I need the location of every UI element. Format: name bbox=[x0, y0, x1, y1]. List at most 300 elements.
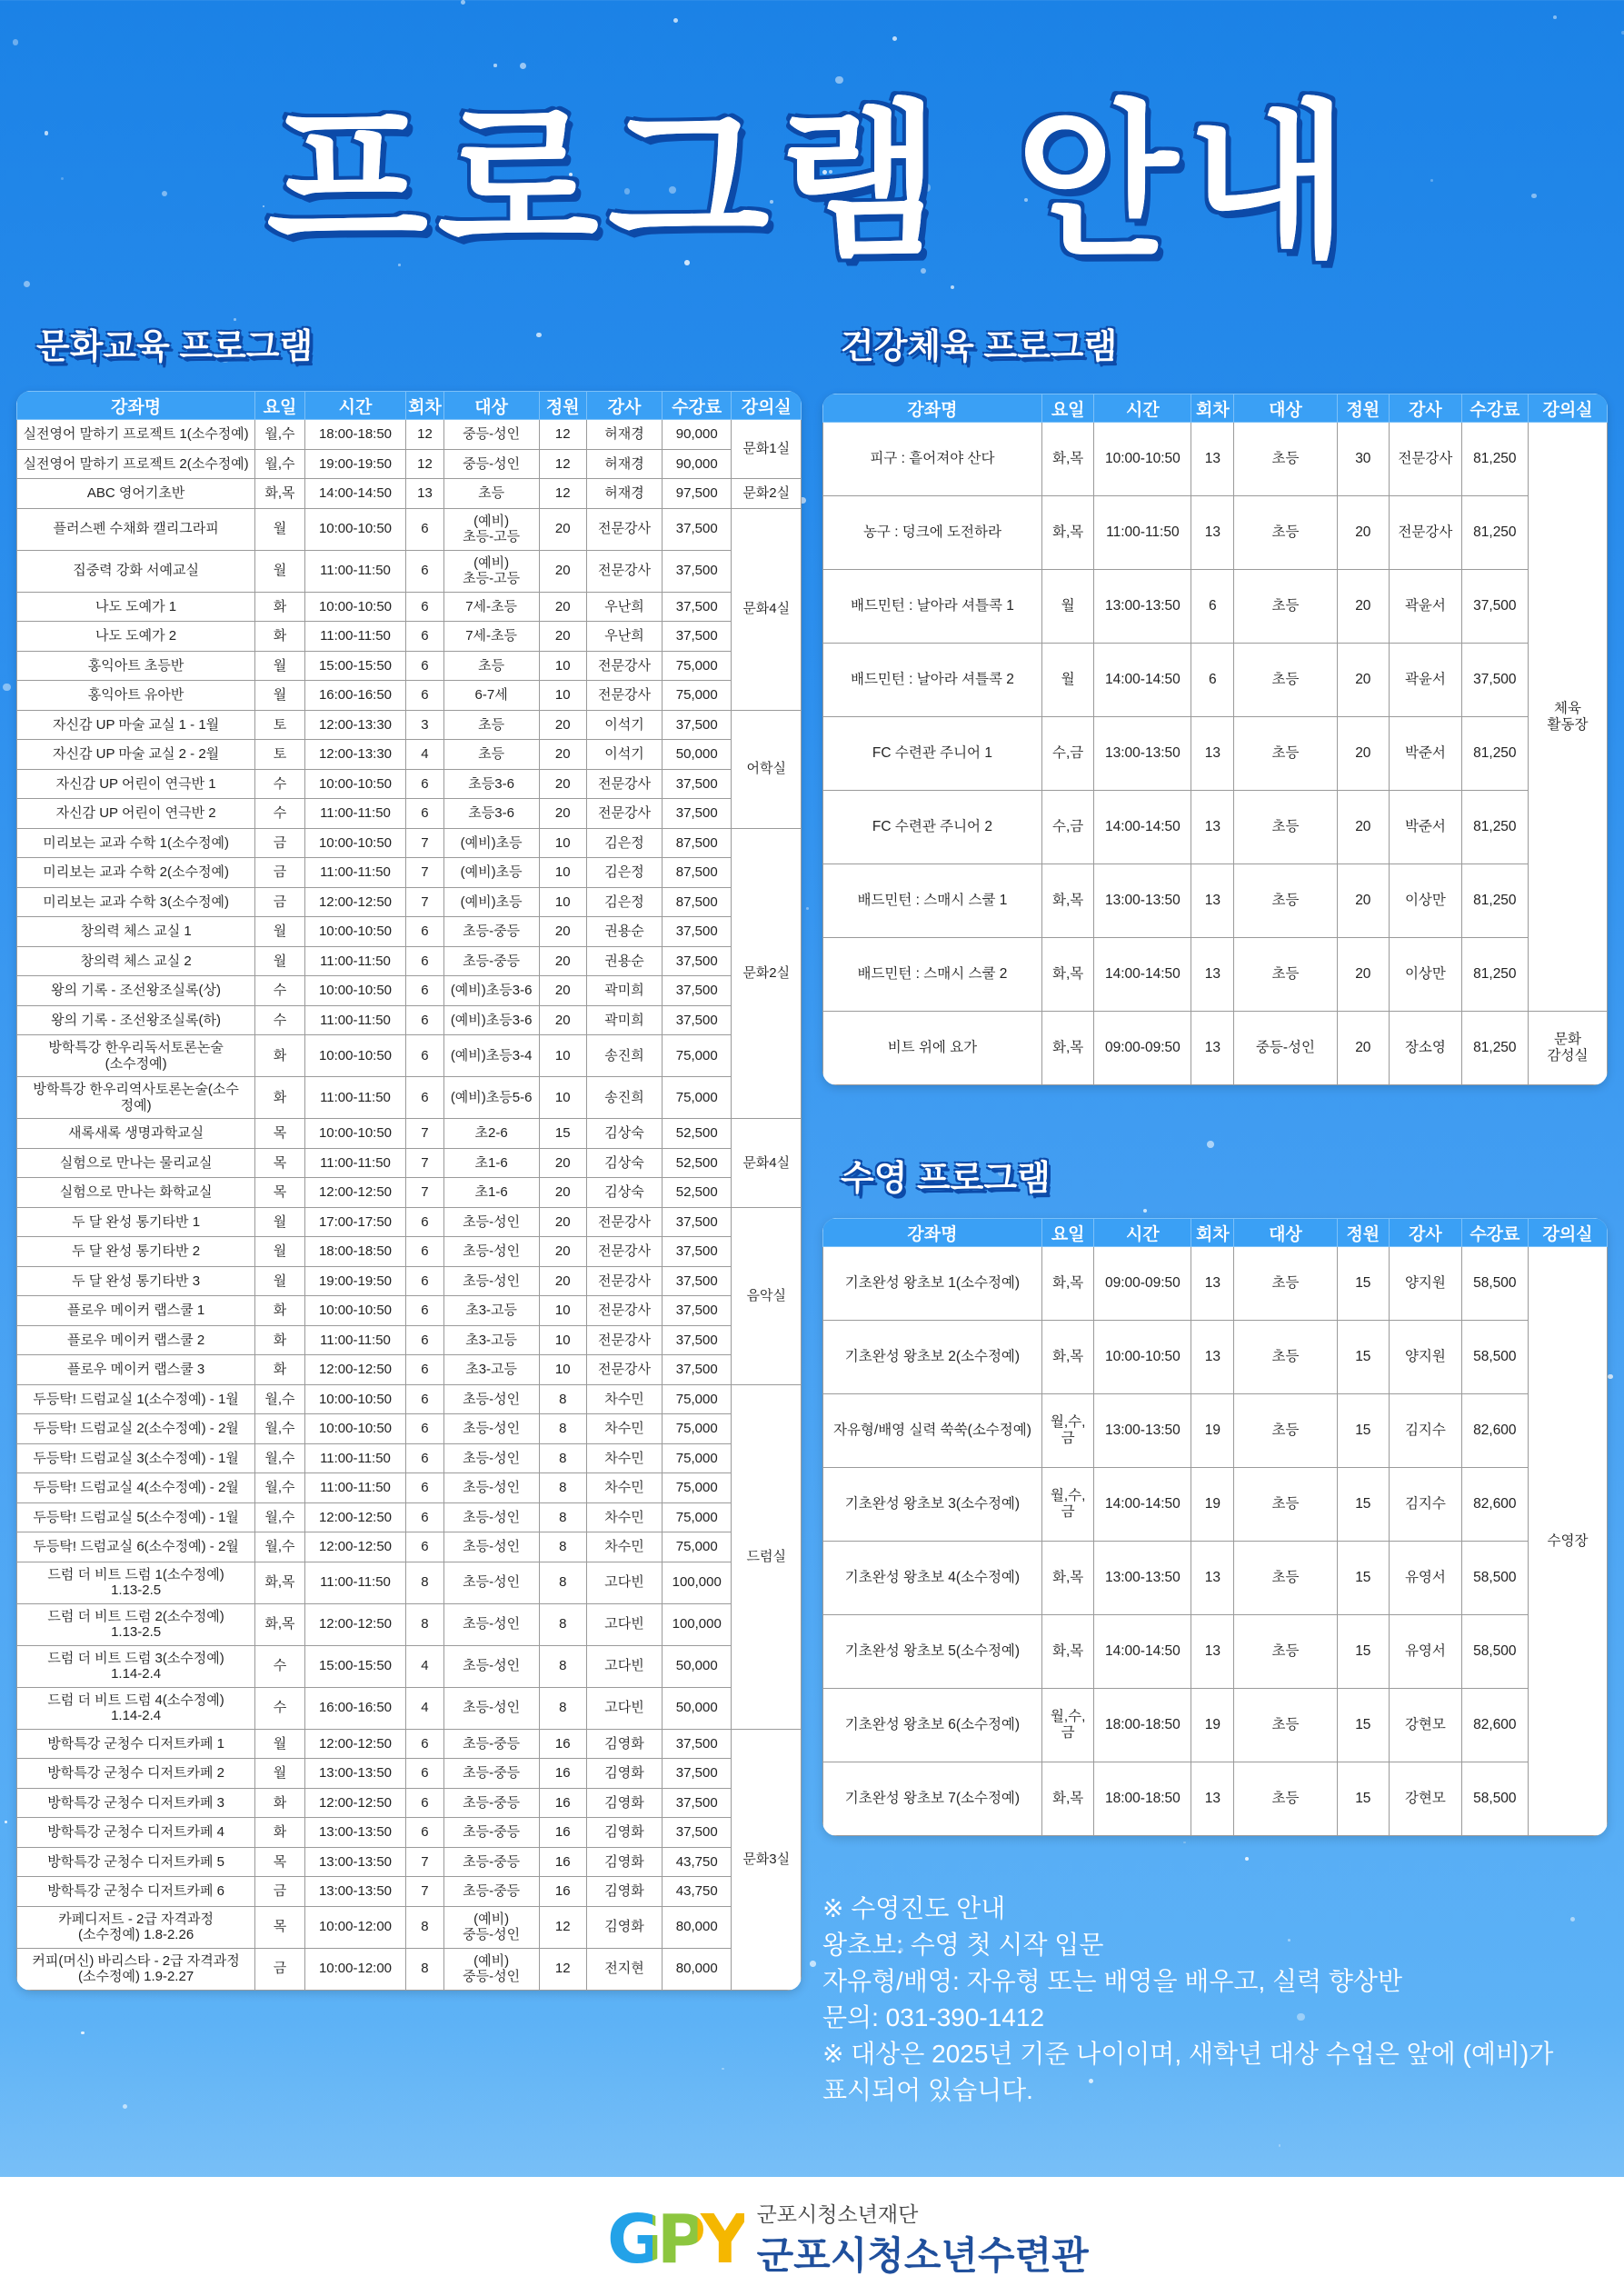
table-cell: 초등3-6 bbox=[443, 799, 539, 829]
table-cell: 허재경 bbox=[586, 420, 662, 450]
table-cell: 고다빈 bbox=[586, 1645, 662, 1687]
table-cell: 김은정 bbox=[586, 828, 662, 858]
table-cell: 기초완성 왕초보 6(소수정예) bbox=[823, 1689, 1042, 1762]
snowflake bbox=[1207, 1141, 1214, 1148]
table-row bbox=[17, 1729, 802, 1759]
table-cell: 초등 bbox=[1234, 570, 1337, 644]
table-cell: 6 bbox=[406, 1077, 444, 1119]
table-cell: 75,000 bbox=[663, 1502, 732, 1532]
table-cell: 37,500 bbox=[663, 1818, 732, 1848]
table-cell: 20 bbox=[539, 622, 586, 652]
table-cell: 12:00-12:50 bbox=[304, 1178, 405, 1208]
table-cell: 100,000 bbox=[663, 1603, 732, 1645]
table-cell: 15 bbox=[1337, 1542, 1390, 1615]
table-cell: 15 bbox=[1337, 1468, 1390, 1542]
table-cell: 10:00-10:50 bbox=[304, 976, 405, 1006]
table-cell: 초등-성인 bbox=[443, 1502, 539, 1532]
table-cell: 목 bbox=[255, 1847, 305, 1877]
table-cell: 강현모 bbox=[1390, 1689, 1462, 1762]
snowflake bbox=[5, 1821, 7, 1823]
table-cell: 37,500 bbox=[663, 1266, 732, 1296]
table-row bbox=[17, 1355, 802, 1385]
table-cell: 허재경 bbox=[586, 479, 662, 509]
column-header: 대상 bbox=[443, 392, 539, 420]
table-cell: 81,250 bbox=[1461, 864, 1528, 938]
table-cell: 이상만 bbox=[1390, 864, 1462, 938]
table-cell: 09:00-09:50 bbox=[1094, 1012, 1191, 1085]
table-cell: 6 bbox=[406, 946, 444, 976]
table-cell: 농구 : 덩크에 도전하라 bbox=[823, 496, 1042, 570]
table-cell: 초등 bbox=[1234, 864, 1337, 938]
table-cell: 87,500 bbox=[663, 828, 732, 858]
snowflake bbox=[81, 2031, 84, 2034]
table-cell: 37,500 bbox=[663, 1729, 732, 1759]
table-cell: 화 bbox=[255, 1788, 305, 1818]
table-cell: 초등 bbox=[1234, 1468, 1337, 1542]
table-cell: 카페디저트 - 2급 자격과정 (소수정예) 1.8-2.26 bbox=[17, 1906, 255, 1948]
table-cell: 수 bbox=[255, 799, 305, 829]
table-cell: 전문강사 bbox=[586, 1266, 662, 1296]
table-cell: (예비)초등3-6 bbox=[443, 1005, 539, 1035]
table-cell: 초등 bbox=[1234, 644, 1337, 717]
table-cell: 방학특강 군청수 디저트카페 5 bbox=[17, 1847, 255, 1877]
table-cell: 월 bbox=[255, 1729, 305, 1759]
table-cell: 6 bbox=[406, 1355, 444, 1385]
table-cell: 11:00-11:50 bbox=[304, 550, 405, 592]
table-cell: 차수민 bbox=[586, 1443, 662, 1473]
snowflake bbox=[673, 18, 678, 23]
table-cell: 6 bbox=[406, 1443, 444, 1473]
table-cell: 월,수,금 bbox=[1041, 1394, 1094, 1468]
table-cell: 초1-6 bbox=[443, 1148, 539, 1178]
table-cell: 87,500 bbox=[663, 858, 732, 888]
table-row bbox=[823, 1394, 1608, 1468]
table-cell: 7 bbox=[406, 828, 444, 858]
table-cell: 13:00-13:50 bbox=[1094, 1542, 1191, 1615]
table-cell: 37,500 bbox=[663, 946, 732, 976]
table-cell: 14:00-14:50 bbox=[1094, 644, 1191, 717]
table-cell: 15 bbox=[539, 1119, 586, 1149]
table-cell: 차수민 bbox=[586, 1532, 662, 1562]
table-row bbox=[823, 1247, 1608, 1321]
table-row bbox=[17, 622, 802, 652]
table-cell: 20 bbox=[1337, 717, 1390, 791]
table-cell: 7 bbox=[406, 1847, 444, 1877]
table-cell: 19 bbox=[1191, 1394, 1234, 1468]
table-cell: 8 bbox=[539, 1645, 586, 1687]
table-row bbox=[17, 1847, 802, 1877]
table-cell: 곽미희 bbox=[586, 976, 662, 1006]
table-cell: 52,500 bbox=[663, 1148, 732, 1178]
table-cell: 이석기 bbox=[586, 710, 662, 740]
table-cell: 월,수 bbox=[255, 1532, 305, 1562]
table-cell: (예비) 초등-고등 bbox=[443, 508, 539, 550]
table-cell: 37,500 bbox=[663, 508, 732, 550]
table-cell: 3 bbox=[406, 710, 444, 740]
table-cell: 유영서 bbox=[1390, 1542, 1462, 1615]
table-cell: 고다빈 bbox=[586, 1603, 662, 1645]
table-row bbox=[823, 938, 1608, 1012]
table-row bbox=[17, 1562, 802, 1603]
table-cell: 20 bbox=[1337, 864, 1390, 938]
table-cell: 두 달 완성 통기타반 1 bbox=[17, 1207, 255, 1237]
table-cell: 김은정 bbox=[586, 887, 662, 917]
table-cell: 플로우 메이커 랩스쿨 1 bbox=[17, 1296, 255, 1326]
table-cell: 20 bbox=[1337, 644, 1390, 717]
table-cell: 7 bbox=[406, 858, 444, 888]
table-cell: 10 bbox=[539, 681, 586, 711]
table-cell: 초등-중등 bbox=[443, 1759, 539, 1789]
table-cell: 13 bbox=[1191, 423, 1234, 496]
table-cell: 화,목 bbox=[1041, 1012, 1094, 1085]
table-cell: 10 bbox=[539, 1077, 586, 1119]
table-row bbox=[823, 1762, 1608, 1836]
table-cell: 6 bbox=[406, 681, 444, 711]
table-cell: 58,500 bbox=[1461, 1615, 1528, 1689]
table-cell: 화,목 bbox=[1041, 1762, 1094, 1836]
table-cell: 30 bbox=[1337, 423, 1390, 496]
table-row bbox=[823, 791, 1608, 864]
table-row bbox=[17, 592, 802, 622]
table-cell: 12:00-13:30 bbox=[304, 740, 405, 770]
table-cell: 4 bbox=[406, 1687, 444, 1729]
table-cell: 6 bbox=[406, 1473, 444, 1503]
table-cell: 11:00-11:50 bbox=[304, 946, 405, 976]
table-row bbox=[823, 1321, 1608, 1394]
table-cell: 20 bbox=[1337, 938, 1390, 1012]
table-cell: 6 bbox=[406, 917, 444, 947]
snowflake bbox=[1553, 15, 1557, 19]
table-cell: 초등 bbox=[1234, 1394, 1337, 1468]
table-cell: 52,500 bbox=[663, 1119, 732, 1149]
snowflake bbox=[3, 684, 11, 692]
table-cell: 김영화 bbox=[586, 1759, 662, 1789]
table-cell: 15 bbox=[1337, 1247, 1390, 1321]
column-header: 정원 bbox=[539, 392, 586, 420]
snowflake bbox=[1143, 1209, 1147, 1213]
table-cell: 10:00-10:50 bbox=[304, 508, 405, 550]
table-cell: 화 bbox=[255, 1077, 305, 1119]
table-cell: 두등탁! 드럼교실 3(소수정예) - 1월 bbox=[17, 1443, 255, 1473]
table-cell: 20 bbox=[539, 1266, 586, 1296]
table-cell: 13:00-13:50 bbox=[1094, 717, 1191, 791]
center-name: 군포시청소년수련관 bbox=[756, 2234, 1089, 2277]
table-row bbox=[17, 828, 802, 858]
table-cell: 나도 도예가 2 bbox=[17, 622, 255, 652]
snowflake bbox=[123, 2104, 127, 2109]
table-row bbox=[17, 1119, 802, 1149]
table-cell: 16:00-16:50 bbox=[304, 681, 405, 711]
table-row bbox=[823, 1542, 1608, 1615]
table-cell: 87,500 bbox=[663, 887, 732, 917]
table-cell: 초등-성인 bbox=[443, 1237, 539, 1267]
room-cell: 드럼실 bbox=[732, 1384, 802, 1729]
snowflake bbox=[1279, 2144, 1280, 2146]
table-cell: 초등-성인 bbox=[443, 1207, 539, 1237]
table-cell: 초등-성인 bbox=[443, 1603, 539, 1645]
table-cell: 15 bbox=[1337, 1394, 1390, 1468]
table-cell: 강현모 bbox=[1390, 1762, 1462, 1836]
culture-table-card bbox=[16, 391, 802, 1991]
table-cell: 목 bbox=[255, 1906, 305, 1948]
table-cell: 8 bbox=[539, 1443, 586, 1473]
table-cell: 6 bbox=[406, 508, 444, 550]
table-cell: 월 bbox=[255, 508, 305, 550]
table-cell: 19 bbox=[1191, 1689, 1234, 1762]
table-cell: 화 bbox=[255, 1325, 305, 1355]
table-cell: 37,500 bbox=[663, 622, 732, 652]
swim-table-card bbox=[822, 1218, 1608, 1836]
room-cell: 어학실 bbox=[732, 710, 802, 828]
table-cell: 20 bbox=[1337, 1012, 1390, 1085]
column-header: 강의실 bbox=[1529, 1219, 1608, 1247]
table-cell: 초등 bbox=[1234, 1542, 1337, 1615]
table-cell: 81,250 bbox=[1461, 496, 1528, 570]
table-cell: 7 bbox=[406, 1877, 444, 1907]
table-cell: 15 bbox=[1337, 1615, 1390, 1689]
table-cell: 20 bbox=[539, 1237, 586, 1267]
table-cell: 43,750 bbox=[663, 1877, 732, 1907]
table-row bbox=[17, 1906, 802, 1948]
table-cell: 6 bbox=[406, 651, 444, 681]
table-cell: 월 bbox=[1041, 570, 1094, 644]
table-cell: 초등-성인 bbox=[443, 1473, 539, 1503]
table-cell: 20 bbox=[539, 550, 586, 592]
table-cell: 방학특강 군청수 디저트카페 6 bbox=[17, 1877, 255, 1907]
table-cell: 나도 도예가 1 bbox=[17, 592, 255, 622]
table-cell: 37,500 bbox=[663, 1005, 732, 1035]
table-cell: 초등 bbox=[1234, 717, 1337, 791]
table-cell: 화,목 bbox=[255, 1603, 305, 1645]
table-row bbox=[823, 570, 1608, 644]
table-cell: 8 bbox=[539, 1384, 586, 1414]
table-cell: 13:00-13:50 bbox=[304, 1818, 405, 1848]
table-cell: 6 bbox=[1191, 570, 1234, 644]
table-row bbox=[17, 1645, 802, 1687]
table-cell: 20 bbox=[1337, 496, 1390, 570]
table-cell: 8 bbox=[539, 1414, 586, 1444]
table-cell: 월,수 bbox=[255, 449, 305, 479]
room-cell: 체육 활동장 bbox=[1529, 423, 1608, 1012]
table-row bbox=[17, 550, 802, 592]
table-cell: 초등-중등 bbox=[443, 1818, 539, 1848]
column-header: 수강료 bbox=[663, 392, 732, 420]
table-cell: 초등-성인 bbox=[443, 1687, 539, 1729]
table-cell: 토 bbox=[255, 740, 305, 770]
table-cell: 75,000 bbox=[663, 1414, 732, 1444]
table-cell: 37,500 bbox=[663, 710, 732, 740]
table-cell: 8 bbox=[539, 1532, 586, 1562]
snowflake bbox=[1570, 1917, 1575, 1922]
table-cell: 월 bbox=[255, 681, 305, 711]
table-cell: 전문강사 bbox=[586, 1355, 662, 1385]
table-cell: 두 달 완성 통기타반 2 bbox=[17, 1237, 255, 1267]
table-cell: 월 bbox=[255, 550, 305, 592]
table-cell: 8 bbox=[539, 1473, 586, 1503]
table-cell: 자신감 UP 어린이 연극반 1 bbox=[17, 769, 255, 799]
table-cell: 37,500 bbox=[663, 1325, 732, 1355]
table-row bbox=[17, 976, 802, 1006]
table-cell: 김영화 bbox=[586, 1906, 662, 1948]
table-cell: 김영화 bbox=[586, 1818, 662, 1848]
table-row bbox=[17, 1384, 802, 1414]
column-header: 요일 bbox=[1041, 1219, 1094, 1247]
table-cell: 12:00-12:50 bbox=[304, 1788, 405, 1818]
table-cell: 37,500 bbox=[663, 769, 732, 799]
table-cell: 초등-중등 bbox=[443, 1847, 539, 1877]
table-cell: 20 bbox=[1337, 791, 1390, 864]
table-cell: 80,000 bbox=[663, 1906, 732, 1948]
table-cell: 화,목 bbox=[1041, 423, 1094, 496]
table-row bbox=[17, 1325, 802, 1355]
table-cell: 초등 bbox=[443, 651, 539, 681]
room-cell: 문화2실 bbox=[732, 479, 802, 509]
table-cell: 14:00-14:50 bbox=[1094, 1468, 1191, 1542]
column-header: 강좌명 bbox=[823, 1219, 1042, 1247]
table-cell: 11:00-11:50 bbox=[304, 1325, 405, 1355]
table-cell: 자신감 UP 어린이 연극반 2 bbox=[17, 799, 255, 829]
column-header: 대상 bbox=[1234, 394, 1337, 423]
table-cell: 중등-성인 bbox=[443, 449, 539, 479]
snowflake bbox=[1608, 1374, 1613, 1380]
table-row bbox=[823, 717, 1608, 791]
table-row bbox=[823, 864, 1608, 938]
table-cell: 초등-성인 bbox=[443, 1384, 539, 1414]
table-cell: 6 bbox=[406, 622, 444, 652]
table-cell: 37,500 bbox=[663, 917, 732, 947]
table-cell: 홍익아트 초등반 bbox=[17, 651, 255, 681]
table-cell: 화 bbox=[255, 622, 305, 652]
table-cell: 13:00-13:50 bbox=[304, 1847, 405, 1877]
table-cell: 장소영 bbox=[1390, 1012, 1462, 1085]
column-header: 회차 bbox=[1191, 1219, 1234, 1247]
snowflake bbox=[536, 333, 542, 338]
table-cell: (예비) 중등-성인 bbox=[443, 1948, 539, 1990]
snowflake bbox=[892, 36, 897, 41]
table-cell: 6 bbox=[406, 1207, 444, 1237]
table-row bbox=[17, 858, 802, 888]
table-cell: 초등-성인 bbox=[443, 1532, 539, 1562]
table-cell: 월 bbox=[255, 651, 305, 681]
table-cell: 10:00-10:50 bbox=[1094, 423, 1191, 496]
table-cell: 초등-중등 bbox=[443, 1788, 539, 1818]
table-cell: 목 bbox=[255, 1119, 305, 1149]
table-cell: 김상숙 bbox=[586, 1178, 662, 1208]
table-cell: 12 bbox=[539, 1906, 586, 1948]
table-cell: 75,000 bbox=[663, 1384, 732, 1414]
table-cell: 수 bbox=[255, 769, 305, 799]
table-cell: 6 bbox=[406, 1035, 444, 1077]
table-cell: 13 bbox=[1191, 1762, 1234, 1836]
table-cell: 화 bbox=[255, 592, 305, 622]
table-row bbox=[17, 1148, 802, 1178]
table-cell: 초등 bbox=[1234, 1247, 1337, 1321]
table-cell: 11:00-11:50 bbox=[304, 799, 405, 829]
table-cell: 7 bbox=[406, 1178, 444, 1208]
table-cell: 13 bbox=[1191, 791, 1234, 864]
table-cell: 화 bbox=[255, 1035, 305, 1077]
table-row bbox=[17, 420, 802, 450]
table-cell: 7 bbox=[406, 1119, 444, 1149]
table-cell: 20 bbox=[539, 946, 586, 976]
table-cell: 14:00-14:50 bbox=[304, 479, 405, 509]
table-cell: 75,000 bbox=[663, 1035, 732, 1077]
table-cell: 11:00-11:50 bbox=[304, 1077, 405, 1119]
snowflake bbox=[13, 39, 19, 45]
table-cell: 18:00-18:50 bbox=[304, 420, 405, 450]
table-cell: 82,600 bbox=[1461, 1394, 1528, 1468]
table-cell: 20 bbox=[539, 1207, 586, 1237]
table-row bbox=[17, 1759, 802, 1789]
table-cell: 차수민 bbox=[586, 1414, 662, 1444]
table-cell: 13 bbox=[1191, 496, 1234, 570]
table-cell: 8 bbox=[406, 1906, 444, 1948]
table-row bbox=[17, 917, 802, 947]
table-row bbox=[17, 1005, 802, 1035]
table-cell: 우난희 bbox=[586, 622, 662, 652]
table-cell: 실험으로 만나는 화학교실 bbox=[17, 1178, 255, 1208]
table-row bbox=[17, 1532, 802, 1562]
table-row bbox=[17, 1178, 802, 1208]
table-cell: 12:00-12:50 bbox=[304, 1729, 405, 1759]
table-cell: 50,000 bbox=[663, 1687, 732, 1729]
table-cell: 20 bbox=[539, 917, 586, 947]
table-cell: 미리보는 교과 수학 1(소수정예) bbox=[17, 828, 255, 858]
column-header: 강좌명 bbox=[17, 392, 255, 420]
table-cell: 목 bbox=[255, 1178, 305, 1208]
table-cell: 전문강사 bbox=[586, 651, 662, 681]
table-row bbox=[17, 740, 802, 770]
table-header-row bbox=[823, 1219, 1608, 1247]
table-cell: 초등-성인 bbox=[443, 1266, 539, 1296]
table-cell: 화,목 bbox=[1041, 1247, 1094, 1321]
table-cell: (예비)초등 bbox=[443, 828, 539, 858]
table-cell: 20 bbox=[539, 710, 586, 740]
table-cell: 37,500 bbox=[663, 550, 732, 592]
table-cell: 20 bbox=[539, 1005, 586, 1035]
table-cell: 금 bbox=[255, 887, 305, 917]
table-cell: 6 bbox=[406, 1502, 444, 1532]
table-cell: 20 bbox=[539, 1178, 586, 1208]
table-cell: 수,금 bbox=[1041, 717, 1094, 791]
table-cell: 배드민턴 : 스매시 스쿨 2 bbox=[823, 938, 1042, 1012]
table-cell: 실전영어 말하기 프로젝트 1(소수정예) bbox=[17, 420, 255, 450]
table-cell: (예비)초등3-6 bbox=[443, 976, 539, 1006]
table-cell: 6 bbox=[406, 1729, 444, 1759]
table-cell: 6 bbox=[406, 550, 444, 592]
table-cell: 97,500 bbox=[663, 479, 732, 509]
table-cell: 전지현 bbox=[586, 1948, 662, 1990]
table-cell: 4 bbox=[406, 1645, 444, 1687]
table-cell: 방학특강 군청수 디저트카페 1 bbox=[17, 1729, 255, 1759]
room-cell: 문화1실 bbox=[732, 420, 802, 479]
table-cell: 월,수 bbox=[255, 1473, 305, 1503]
column-header: 회차 bbox=[406, 392, 444, 420]
table-cell: 75,000 bbox=[663, 1077, 732, 1119]
table-cell: 방학특강 군청수 디저트카페 2 bbox=[17, 1759, 255, 1789]
table-cell: 전문강사 bbox=[586, 1325, 662, 1355]
table-cell: 화,목 bbox=[1041, 1542, 1094, 1615]
table-cell: 100,000 bbox=[663, 1562, 732, 1603]
table-cell: 유영서 bbox=[1390, 1615, 1462, 1689]
org-name: 군포시청소년재단 bbox=[756, 2202, 919, 2226]
table-cell: 81,250 bbox=[1461, 791, 1528, 864]
table-cell: 금 bbox=[255, 1877, 305, 1907]
table-cell: 중등-성인 bbox=[443, 420, 539, 450]
table-cell: 두등탁! 드럼교실 6(소수정예) - 2월 bbox=[17, 1532, 255, 1562]
table-cell: 초등 bbox=[1234, 496, 1337, 570]
table-row bbox=[17, 1687, 802, 1729]
